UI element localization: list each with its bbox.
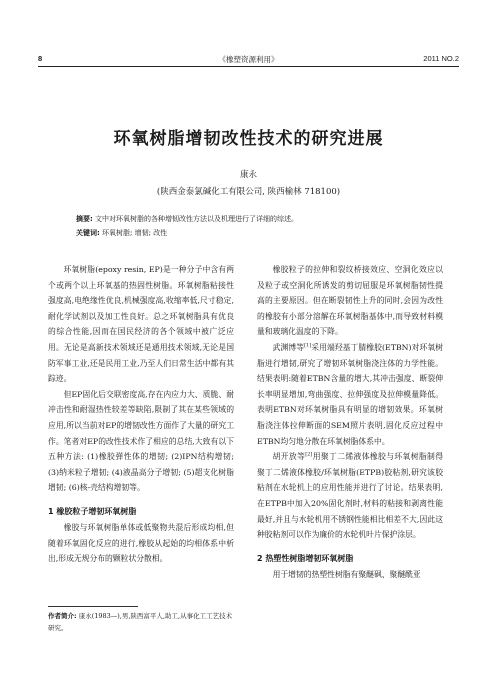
abstract-block bbox=[76, 212, 427, 240]
section-heading-2: 2 热塑性树脂增韧环氧树脂 bbox=[257, 553, 354, 563]
section1-paragraph-2: 橡胶粒子的拉伸和裂纹桥接效应、空洞化效应以及粒子或空洞化所诱发的剪切屈服是环氧树脂韧性提高的主要原因。但在断裂韧性上升的同时,会因为改性的橡胶有小部分溶解在环氧树脂基体中,而导致材料模量和玻璃化温度的下降。 bbox=[257, 265, 443, 337]
keywords-line bbox=[76, 226, 427, 240]
footnote-label: 作者简介: bbox=[48, 612, 77, 620]
right-column bbox=[257, 262, 443, 582]
intro-paragraph-2: 但EP固化后交联密度高,存在内应力大、质脆、耐冲击性和耐湿热性较差等缺陷,限制了其在某些领域的应用,所以当前对EP的增韧改性方面作了大量的研究工作。笔者对EP的改性技术作了相应的总结,大致有以下五种方法: (1)橡胶弹性体的增韧; (2)IPN结构增韧; (3)纳米粒子增韧; (4)液晶高分子增韧; (5)超支化树脂增韧; (6)核-壳结构增韧等。 bbox=[48, 389, 234, 493]
author-footnote bbox=[48, 610, 234, 634]
intro-paragraph-1: 环氧树脂(epoxy resin, EP)是一种分子中含有两个或两个以上环氧基的热固性树脂。环氧树脂粘接性强度高,电绝缘性优良,机械强度高,收缩率低,尺寸稳定,耐化学试剂以及加工性良好。总之环氧树脂具有优良的综合性能,因而在国民经济的各个领域中被广泛应用。无论是高新技术领域还是通用技术领域,无论是国防军事工业,还是民用工业,乃至人们日常生活中都有其踪迹。 bbox=[48, 265, 234, 384]
header-rule bbox=[38, 66, 459, 67]
journal-name: 《橡塑资源利用》 bbox=[218, 55, 279, 64]
footnote-text: 康永(1983—),男,陕西富平人,助工,从事化工工艺技术研究。 bbox=[48, 612, 233, 632]
left-column bbox=[48, 262, 234, 567]
keywords-label: 关键词: bbox=[76, 229, 100, 237]
section1-paragraph-3 bbox=[257, 340, 443, 449]
running-header bbox=[38, 52, 459, 66]
abstract-label: 摘要: bbox=[76, 215, 93, 223]
section2-paragraph-1: 用于增韧的热塑性树脂有聚醚砜、聚醚酰亚 bbox=[272, 569, 421, 579]
paragraph-text: 用聚丁二烯液体橡胶与环氧树脂制得聚丁二烯液体橡胶/环氧树脂(ETPB)胶粘剂,研究该胶粘剂在水轮机上的应用性能并进行了讨论。结果表明,在ETPB中加入20%固化剂时,材料的粘接和剥离性能最好,并且与水轮机用不锈钢性能相比相差不大,因此这种胶粘剂可以作为廉价的水轮机叶片保护涂层。 bbox=[257, 452, 444, 540]
citation-ref-1[interactable]: [1] bbox=[304, 342, 312, 349]
paragraph-text: 采用端羟基丁腈橡胶(ETBN)对环氧树脂进行增韧,研究了增韧环氧树脂浇注体的力学性能。结果表明:随着ETBN含量的增大,其冲击强度、断裂伸长率明显增加,弯曲强度、拉伸强度及拉伸模量降低。表明ETBN对环氧树脂具有明显的增韧效果。环氧树脂浇注体拉伸断面的SEM照片表明,固化反应过程中ETBN均匀地分散在环氧树脂体系中。 bbox=[257, 342, 444, 446]
page-number: 8 bbox=[38, 54, 43, 63]
section-heading-1: 1 橡胶粒子增韧环氧树脂 bbox=[48, 506, 137, 516]
citation-author: 胡开放等 bbox=[272, 452, 306, 462]
paper-title: 环氧树脂增韧改性技术的研究进展 bbox=[113, 129, 384, 149]
abstract-line bbox=[76, 212, 427, 226]
citation-author: 武渊博等 bbox=[272, 342, 305, 352]
section1-paragraph-1: 橡胶与环氧树脂单体或低聚物共混后形成均相,但随着环氧固化反应的进行,橡胶从起始的均相体系中析出,形成无规分布的颗粒状分散相。 bbox=[48, 522, 234, 564]
issue-number: 2011 NO.2 bbox=[423, 54, 459, 63]
section1-paragraph-4 bbox=[257, 449, 443, 543]
footnote-rule bbox=[48, 606, 138, 607]
author-affiliation: (陕西金泰氯碱化工有限公司, 陕西榆林 718100) bbox=[156, 187, 341, 197]
abstract-text: 文中对环氧树脂的各种增韧改性方法以及机理进行了详细的综述。 bbox=[95, 215, 299, 223]
citation-ref-2[interactable]: [2] bbox=[305, 451, 313, 458]
keywords-text: 环氧树脂; 增韧; 改性 bbox=[102, 229, 168, 237]
author-name: 康永 bbox=[239, 170, 257, 180]
